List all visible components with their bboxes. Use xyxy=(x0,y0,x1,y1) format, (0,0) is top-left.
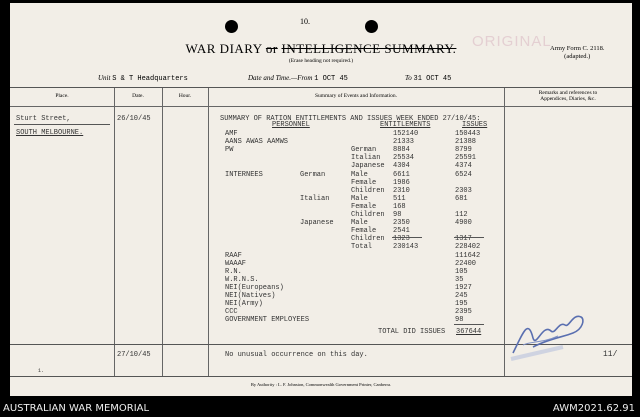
page-number: 10. xyxy=(300,17,310,26)
ration-row-personnel: AANS AWAS AAMWS xyxy=(225,138,289,147)
ration-row-category: Children xyxy=(351,186,385,195)
date-time-field xyxy=(248,74,348,83)
to-label: To xyxy=(405,74,412,82)
ration-row-entitlement: 4304 xyxy=(393,162,410,171)
ration-row-issue: 8799 xyxy=(455,146,472,155)
rule-line xyxy=(14,124,110,125)
ration-row-issue: 25591 xyxy=(455,154,477,163)
ration-row-issue: 98 xyxy=(455,316,464,325)
ration-row-issue: 112 xyxy=(455,211,468,219)
ration-row-personnel: NEI(Army) xyxy=(225,300,263,309)
ration-row-category: Children xyxy=(351,211,385,219)
ration-row-category: Total xyxy=(351,243,373,252)
signature-stamp xyxy=(503,303,593,363)
ration-row-entitlement: 1323 xyxy=(393,235,410,244)
ration-row-issue: 245 xyxy=(455,292,468,300)
ration-row-entitlement: 8884 xyxy=(393,146,410,155)
to-field xyxy=(405,74,451,83)
heading-note: (Erase heading not required.) xyxy=(288,58,354,64)
column-divider xyxy=(208,88,209,376)
ration-row-category: Italian xyxy=(351,154,381,163)
ration-row-issue: 1317 xyxy=(455,235,472,244)
ration-row-issue: 228402 xyxy=(455,243,481,252)
ration-row-category: Female xyxy=(351,227,377,236)
ration-row-issue: 4374 xyxy=(455,162,472,171)
ration-row-issue: 6524 xyxy=(455,170,472,179)
bottom-left-mark: 1. xyxy=(38,368,45,374)
ration-row-issue: 111642 xyxy=(455,251,481,260)
ration-row-personnel: INTERNEES xyxy=(225,170,263,179)
ration-row-personnel: AMF xyxy=(225,130,238,138)
ration-row-category: Children xyxy=(351,235,385,244)
ration-row-issue: 105 xyxy=(455,267,468,276)
ration-row-entitlement: 1986 xyxy=(393,178,410,187)
punch-hole xyxy=(225,20,238,33)
title-or: or xyxy=(265,41,278,56)
total-rule xyxy=(454,324,484,325)
ration-row-entitlement: 511 xyxy=(393,194,406,203)
ration-row-personnel: PW xyxy=(225,146,234,155)
unit-field xyxy=(98,74,188,83)
entry2-date: 27/10/45 xyxy=(117,351,151,359)
ration-row-entitlement: 168 xyxy=(393,202,406,211)
ration-row-category: Female xyxy=(351,178,377,187)
ration-row-category: Japanese xyxy=(351,162,385,171)
punch-hole xyxy=(365,20,378,33)
ration-row-category: Female xyxy=(351,202,377,211)
ration-row-personnel: RAAF xyxy=(225,251,242,260)
ration-row-entitlement: 6611 xyxy=(393,170,410,179)
unit-value: S & T Headquarters xyxy=(112,75,188,83)
total-rule xyxy=(454,237,484,238)
ration-row-personnel: R.N. xyxy=(225,267,242,276)
footer-institution: AUSTRALIAN WAR MEMORIAL xyxy=(3,403,150,414)
ration-row-issue: 4900 xyxy=(455,219,472,228)
ration-row-personnel: GOVERNMENT EMPLOYEES xyxy=(225,316,310,325)
ration-row-entitlement: 2310 xyxy=(393,186,410,195)
remarks-header-line2: Appendices, Diaries, &c. xyxy=(540,96,596,102)
unit-label: Unit xyxy=(98,74,111,82)
ration-row-issue: 2395 xyxy=(455,308,472,317)
ration-row-entitlement: 152140 xyxy=(393,130,419,138)
footer-accession-number: AWM2021.62.91 xyxy=(552,403,635,414)
ration-row-entitlement: 25534 xyxy=(393,154,415,163)
archive-footer xyxy=(0,398,640,417)
column-divider xyxy=(162,88,163,376)
ration-row-entitlement: 98 xyxy=(393,211,402,219)
ration-row-entitlement: 21333 xyxy=(393,138,415,147)
ration-row-category: Male xyxy=(351,219,368,228)
datetime-label: Date and Time.—From xyxy=(248,74,313,82)
ration-row-personnel: WAAAF xyxy=(225,259,247,268)
ration-row-entitlement: 2541 xyxy=(393,227,410,236)
army-form-adapted: (adapted.) xyxy=(564,53,591,60)
issues-heading: ISSUES xyxy=(462,121,488,129)
title-intelligence-summary: INTELLIGENCE SUMMARY. xyxy=(281,41,457,56)
entry2-remark: 11/ xyxy=(603,350,618,359)
ration-row-personnel: CCC xyxy=(225,308,238,317)
total-rule xyxy=(392,237,422,238)
printer-authority: By Authority : L. F. Johnston, Commonwealth Government Printer, Canberra. xyxy=(250,382,392,387)
army-form-number: Army Form C. 2118. xyxy=(550,45,605,52)
place-line1: Sturt Street, xyxy=(16,115,71,123)
original-stamp: ORIGINAL xyxy=(472,33,552,50)
ration-row-issue: 195 xyxy=(455,300,468,309)
ration-row-category: Male xyxy=(351,194,368,203)
total-issues-value: 367644 xyxy=(456,328,482,336)
ration-row-group: Japanese xyxy=(300,219,334,228)
place-line2: SOUTH MELBOURNE. xyxy=(16,129,84,137)
column-header-place: Place. xyxy=(55,93,69,99)
diary-sheet xyxy=(10,3,632,396)
army-form-label xyxy=(550,45,604,61)
personnel-heading: PERSONNEL xyxy=(272,121,310,129)
ration-row-personnel: NEI(Europeans) xyxy=(225,283,284,292)
ration-row-category: Male xyxy=(351,170,368,179)
ration-row-issue: 22400 xyxy=(455,259,477,268)
ration-row-entitlement: 230143 xyxy=(393,243,419,252)
ration-row-issue: 35 xyxy=(455,275,464,284)
remarks-header-line1: Remarks and references to xyxy=(538,90,598,96)
ration-row-entitlement: 2350 xyxy=(393,219,410,228)
summary-title: SUMMARY OF RATION ENTITLEMENTS AND ISSUES WEEK ENDED 27/10/45: xyxy=(220,115,481,123)
total-issues-label: TOTAL DID ISSUES xyxy=(378,328,446,336)
from-date: 1 OCT 45 xyxy=(314,75,348,83)
column-header-remarks xyxy=(504,90,632,102)
ration-row-personnel: NEI(Natives) xyxy=(225,292,276,300)
column-divider xyxy=(114,88,115,376)
ration-row-issue: 21388 xyxy=(455,138,477,147)
ration-row-group: Italian xyxy=(300,194,330,203)
ration-row-personnel: W.R.N.S. xyxy=(225,275,259,284)
to-date: 31 OCT 45 xyxy=(413,75,452,83)
ration-row-issue: 681 xyxy=(455,194,468,203)
entitlements-heading: ENTITLEMENTS xyxy=(380,121,431,129)
ration-row-issue: 1927 xyxy=(455,283,472,292)
header-divider xyxy=(10,106,632,107)
entry2-summary: No unusual occurrence on this day. xyxy=(225,351,368,359)
ration-row-group: German xyxy=(300,170,326,179)
ration-row-category: German xyxy=(351,146,377,155)
column-header-hour: Hour. xyxy=(178,93,192,99)
column-header-summary: Summary of Events and Information. xyxy=(314,93,398,99)
title-war-diary: WAR DIARY xyxy=(185,41,263,56)
entry1-date: 26/10/45 xyxy=(117,115,151,123)
ration-row-issue: 2303 xyxy=(455,186,472,195)
ration-row-issue: 150443 xyxy=(455,130,481,138)
column-header-date: Date. xyxy=(132,93,144,99)
